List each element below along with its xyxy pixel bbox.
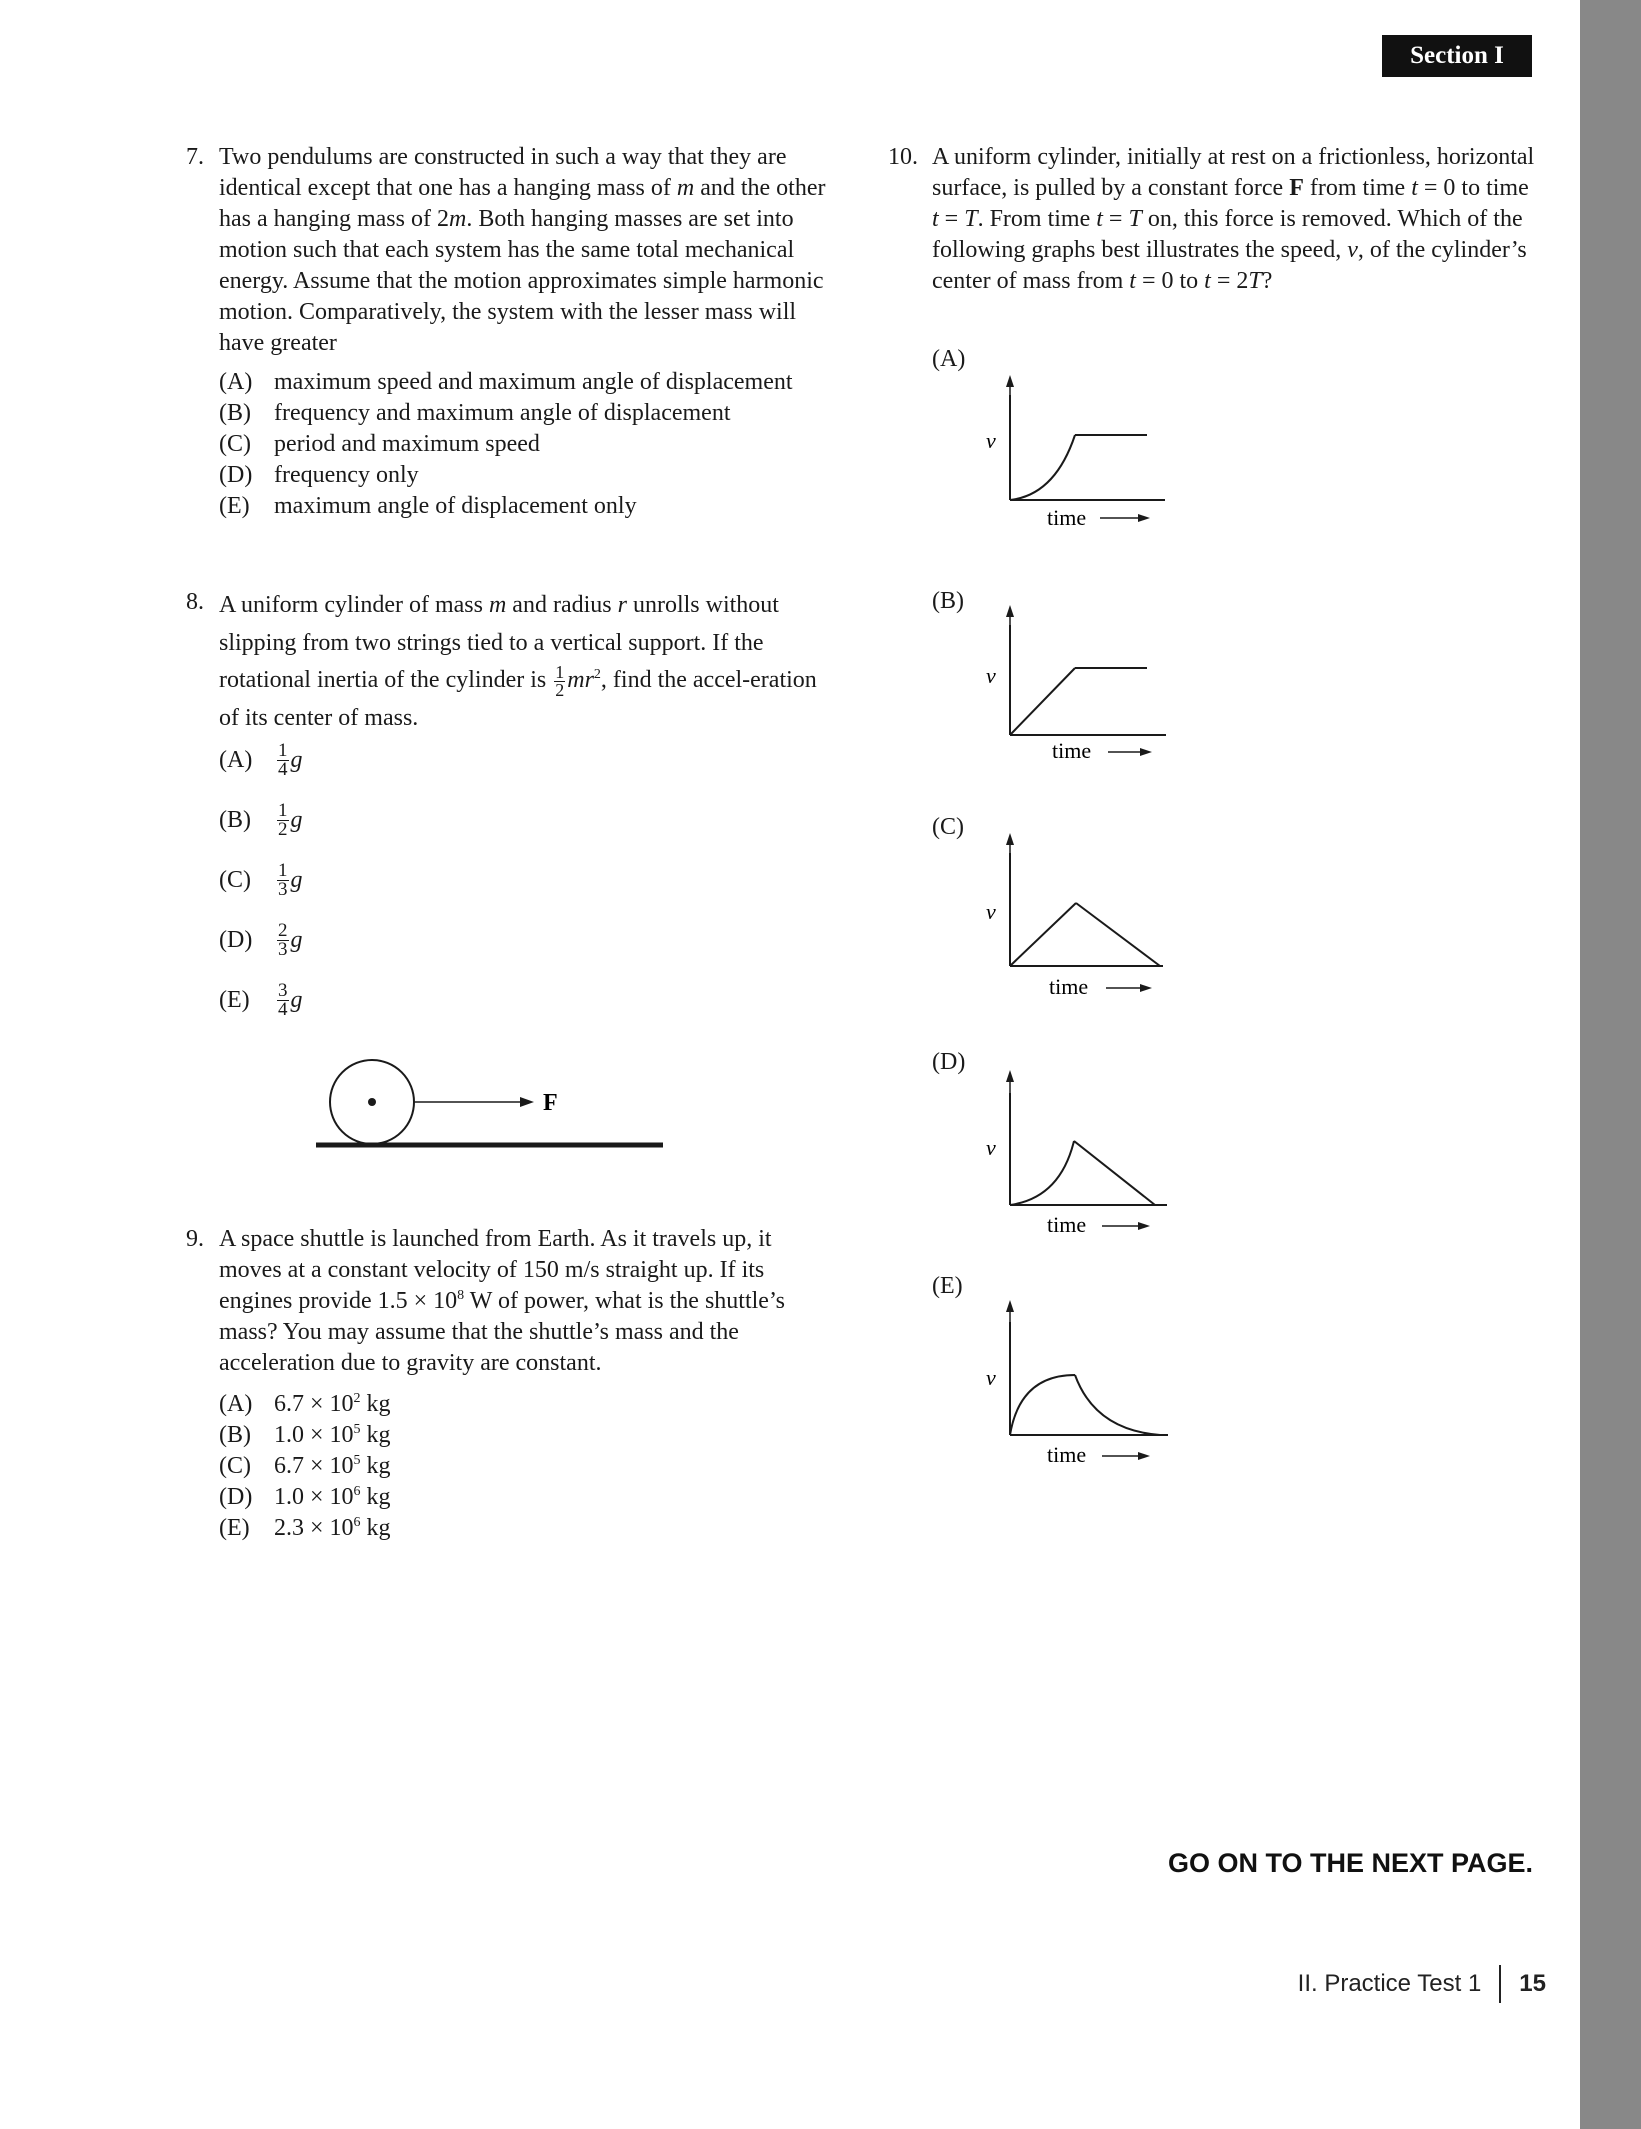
x-axis-label: time (1052, 738, 1092, 763)
question-9 (186, 1224, 826, 1544)
page-edge-strip (1580, 0, 1641, 2129)
speed-ramp (1010, 668, 1075, 735)
question-7 (186, 142, 826, 522)
y-axis-label: v (986, 428, 996, 453)
y-axis-label: v (986, 1365, 996, 1390)
footer-divider (1499, 1965, 1501, 2003)
graph-e-letter[interactable]: (E) (932, 1273, 963, 1299)
question-stem: A space shuttle is launched from Earth. As it travels up, it moves at a constant velocity of 150 m/s straight up. If its engines provide $1.5 \times 10^8$ W of power, what is the shuttle’s mass? You may assume that the shuttle’s mass and the acceleration due to gravity are constant. (219, 1226, 785, 1376)
choice-e[interactable]: (E) $\frac{3}{4}$ g (219, 979, 303, 1020)
graph-d-letter[interactable]: (D) (932, 1049, 966, 1075)
speed-rise (1010, 903, 1076, 966)
x-axis-label: time (1047, 1442, 1087, 1465)
choice-e[interactable]: (E) $2.3 \times 10^6$ kg (219, 1515, 391, 1541)
x-axis-label: time (1049, 974, 1089, 999)
page-footer (1298, 1964, 1546, 2004)
graph-e[interactable] (960, 1290, 1180, 1465)
question-stem: A uniform cylinder of mass m and radius r unrolls without slipping from two strings tied to a vertical support. If the rotational inertia of the cylinder is $\frac{1}{2}$ $mr^2$, find the accel-eration of its center of mass. (219, 592, 817, 731)
choice-a[interactable]: (A) maximum speed and maximum angle of displacement (219, 369, 793, 395)
y-axis-arrowhead (1006, 375, 1014, 387)
y-axis-label: v (986, 1135, 996, 1160)
answer-choices (219, 1389, 826, 1544)
choice-b[interactable]: (B) frequency and maximum angle of displacement (219, 400, 731, 426)
y-axis-label: v (986, 663, 996, 688)
question-number: 9. (186, 1226, 204, 1252)
book-part-label: II. Practice Test 1 (1297, 1970, 1482, 1997)
answer-choices (219, 367, 826, 522)
go-on-notice: GO ON TO THE NEXT PAGE. (1168, 1848, 1534, 1878)
choice-d[interactable]: (D) frequency only (219, 462, 419, 488)
graph-b[interactable] (960, 595, 1180, 770)
page-number: 15 (1519, 1970, 1546, 1997)
choice-c[interactable]: (C) $6.7 \times 10^5$ kg (219, 1453, 391, 1479)
x-axis-arrowhead (1140, 748, 1152, 756)
choice-b[interactable]: (B) $\frac{1}{2}$ g (219, 799, 303, 840)
choice-b[interactable]: (B) $1.0 \times 10^5$ kg (219, 1422, 391, 1448)
x-axis-arrowhead (1138, 1452, 1150, 1460)
graph-d[interactable] (960, 1063, 1180, 1238)
x-axis-arrowhead (1138, 514, 1150, 522)
y-axis-arrowhead (1006, 833, 1014, 845)
choice-d[interactable]: (D) $\frac{2}{3}$ g (219, 919, 303, 960)
graph-b-letter[interactable]: (B) (932, 588, 964, 614)
speed-curve (1010, 435, 1075, 500)
question-number: 8. (186, 589, 204, 615)
question-stem: A uniform cylinder, initially at rest on a frictionless, horizontal surface, is pulled by a constant force F from time t = 0 to time t = T. From time t = T on, this force is removed. Which of the following graphs best illustrates the speed, v, of the cylinder’s center of mass from t = 0 to t = 2T? (932, 144, 1535, 294)
section-tab: Section I (1382, 35, 1532, 77)
question-number: 7. (186, 144, 204, 170)
speed-curve (1010, 1141, 1074, 1205)
graph-a[interactable] (960, 360, 1180, 535)
question-8 (186, 587, 826, 737)
choice-a[interactable]: (A) $6.7 \times 10^2$ kg (219, 1391, 391, 1417)
y-axis-label: v (986, 899, 996, 924)
choice-e[interactable]: (E) maximum angle of displacement only (219, 493, 637, 519)
y-axis-arrowhead (1006, 605, 1014, 617)
speed-rise-curve (1010, 1375, 1075, 1435)
graph-c[interactable] (960, 828, 1180, 1003)
choice-c[interactable]: (C) $\frac{1}{3}$ g (219, 859, 303, 900)
force-label: F (543, 1090, 558, 1116)
x-axis-arrowhead (1138, 1222, 1150, 1230)
y-axis-arrowhead (1006, 1300, 1014, 1312)
cylinder-force-diagram (310, 1055, 670, 1155)
question-number: 10. (888, 144, 918, 170)
choice-a[interactable]: (A) $\frac{1}{4}$ g (219, 739, 303, 780)
inertia-fraction: $\frac{1}{2}$ (555, 661, 565, 700)
x-axis-arrowhead (1140, 984, 1152, 992)
graph-a-letter[interactable]: (A) (932, 346, 966, 372)
force-arrowhead (520, 1097, 534, 1107)
cylinder-center (368, 1098, 376, 1106)
choice-c[interactable]: (C) period and maximum speed (219, 431, 540, 457)
y-axis-arrowhead (1006, 1070, 1014, 1082)
speed-fall (1074, 1141, 1155, 1205)
question-stem: Two pendulums are constructed in such a way that they are identical except that one has a hanging mass of m and the other has a hanging mass of 2m. Both hanging masses are set into motion such that each system has the same total mechanical energy. Assume that the motion approximates simple harmonic motion. Comparatively, the system with the lesser mass will have greater (219, 144, 826, 356)
x-axis-label: time (1047, 505, 1087, 530)
choice-d[interactable]: (D) $1.0 \times 10^6$ kg (219, 1484, 391, 1510)
x-axis-label: time (1047, 1212, 1087, 1237)
speed-decay-curve (1075, 1375, 1160, 1435)
speed-fall (1076, 903, 1160, 966)
question-10 (888, 142, 1538, 297)
graph-c-letter[interactable]: (C) (932, 814, 964, 840)
